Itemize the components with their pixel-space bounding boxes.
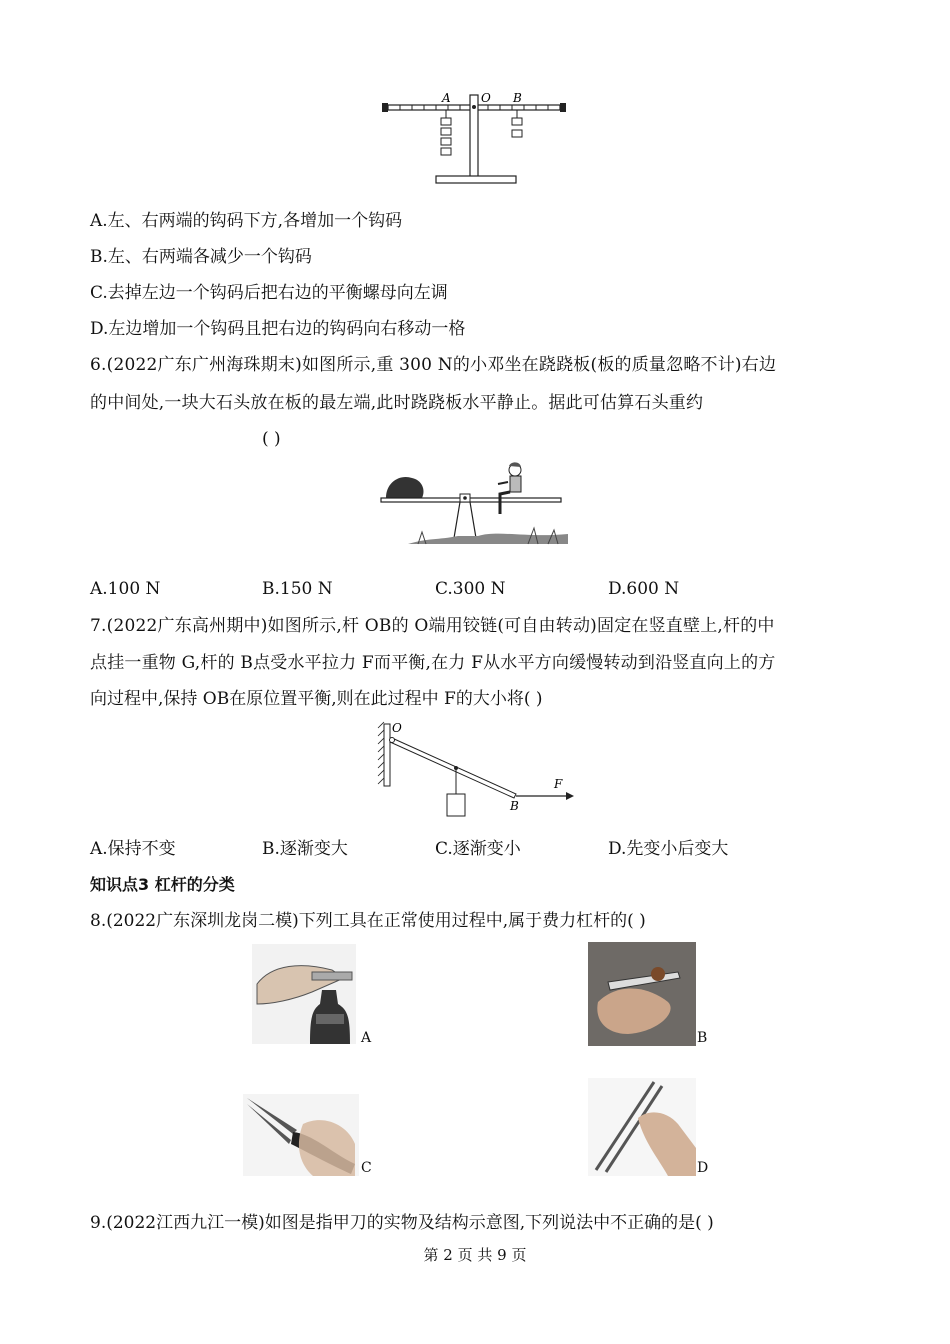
q5-option-b: B.左、右两端各减少一个钩码 [90,247,312,267]
rod-figure [376,720,576,825]
page-footer: 第 2 页 共 9 页 [423,1246,527,1264]
q6-line1: 6.(2022广东广州海珠期末)如图所示,重 300 N的小邓坐在跷跷板(板的质量忽略不计)右边 [90,355,777,375]
label-b: B [513,91,522,105]
section-heading: 知识点3 杠杆的分类 [90,875,235,894]
q6-blank: ( ) [262,429,281,449]
q6-option-a: A.100 N [90,579,161,599]
nutcracker-photo [588,942,696,1046]
lever-balance-figure [380,90,570,190]
q5-option-a: A.左、右两端的钩码下方,各增加一个钩码 [90,211,403,231]
q7-option-a: A.保持不变 [90,839,176,859]
q7-line2: 点挂一重物 G,杆的 B点受水平拉力 F而平衡,在力 F从水平方向缓慢转动到沿竖直向上的方 [90,653,776,673]
q8-text: 8.(2022广东深圳龙岗二模)下列工具在正常使用过程中,属于费力杠杆的( ) [90,911,646,931]
q7-option-b: B.逐渐变大 [262,839,348,859]
q5-option-c: C.去掉左边一个钩码后把右边的平衡螺母向左调 [90,283,448,303]
q9-text: 9.(2022江西九江一模)如图是指甲刀的实物及结构示意图,下列说法中不正确的是( ) [90,1213,714,1233]
q7-line1: 7.(2022广东高州期中)如图所示,杆 OB的 O端用铰链(可自由转动)固定在竖直壁上,杆的中 [90,616,775,636]
seesaw-figure [378,458,573,550]
photo-label-b: B [697,1030,708,1046]
q7-line3: 向过程中,保持 OB在原位置平衡,则在此过程中 F的大小将( ) [90,689,543,709]
q6-option-d: D.600 N [608,579,680,599]
q6-line2: 的中间处,一块大石头放在板的最左端,此时跷跷板水平静止。据此可估算石头重约 [90,393,704,413]
q7-option-c: C.逐渐变小 [435,839,521,859]
label-o: O [392,721,402,735]
label-o: O [481,91,491,105]
q6-option-b: B.150 N [262,579,333,599]
photo-label-a: A [361,1030,372,1046]
photo-label-d: D [697,1160,709,1176]
label-a: A [442,91,451,105]
bottle-opener-photo [252,944,356,1044]
q6-option-c: C.300 N [435,579,506,599]
q5-option-d: D.左边增加一个钩码且把右边的钩码向右移动一格 [90,319,466,339]
q7-option-d: D.先变小后变大 [608,839,729,859]
label-f: F [554,777,563,791]
photo-label-c: C [361,1160,372,1176]
label-b: B [510,799,519,813]
pliers-photo [243,1094,359,1176]
chopsticks-photo [588,1078,696,1176]
